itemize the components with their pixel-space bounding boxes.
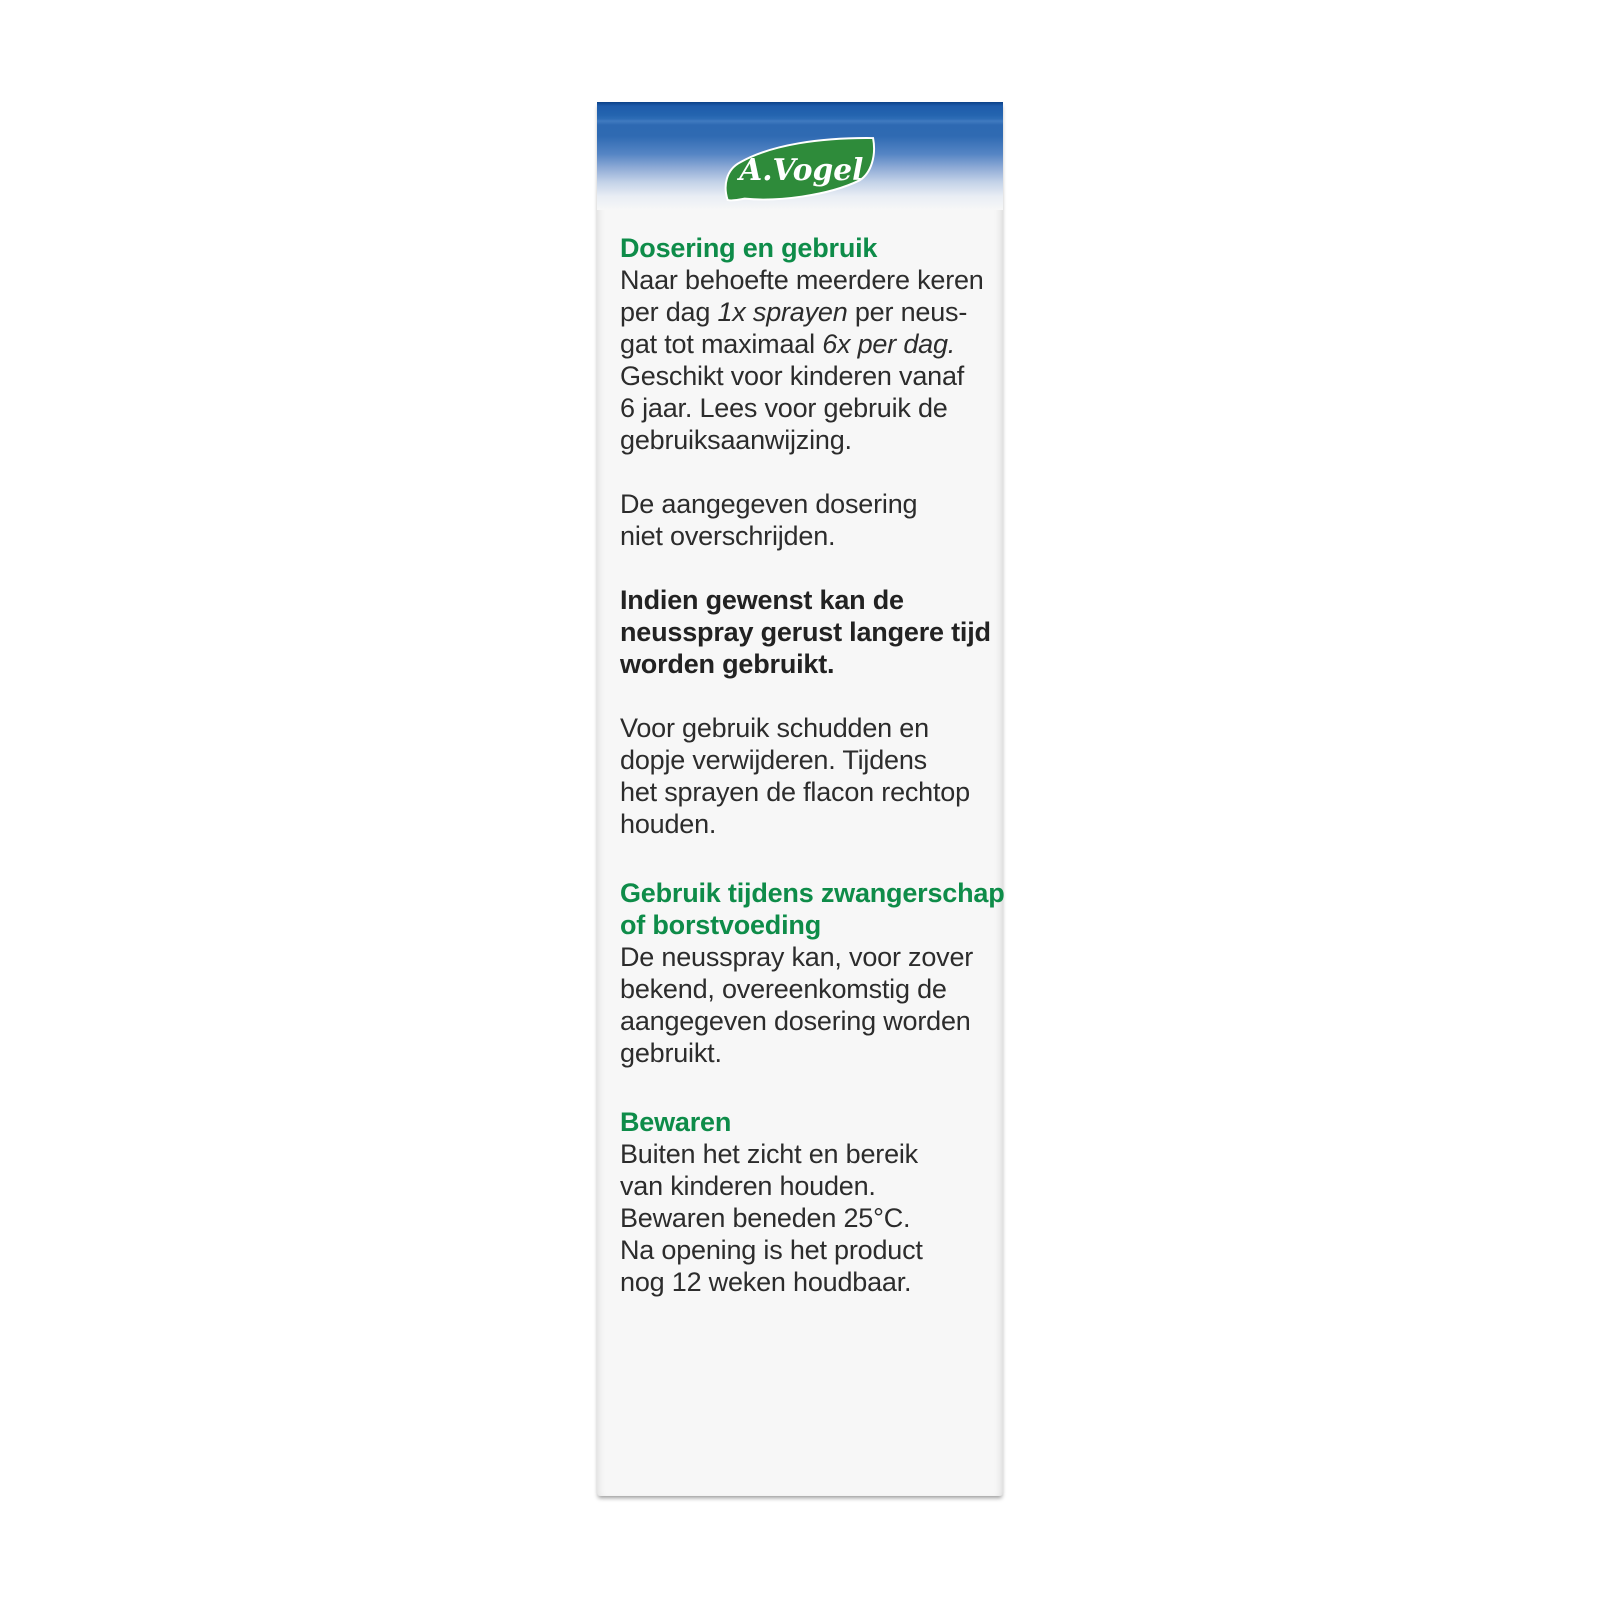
- section-paragraph: [620, 712, 987, 840]
- text-line: [620, 1202, 987, 1234]
- section-paragraph: [620, 941, 987, 1069]
- text-segment: Dosering en gebruik: [620, 233, 878, 263]
- text-segment: gebruiksaanwijzing.: [620, 425, 852, 455]
- text-line: [620, 1234, 987, 1266]
- text-line: [620, 392, 987, 424]
- text-segment: aangegeven dosering worden: [620, 1006, 971, 1036]
- text-line: [620, 776, 987, 808]
- text-line: [620, 1266, 987, 1298]
- text-line: [620, 1005, 987, 1037]
- text-line: [620, 909, 987, 941]
- text-segment: houden.: [620, 809, 717, 839]
- label-text: [620, 232, 1005, 1298]
- text-segment: of borstvoeding: [620, 910, 821, 940]
- text-segment: Bewaren beneden 25°C.: [620, 1203, 911, 1233]
- text-line: [620, 1106, 987, 1138]
- text-segment: dopje verwijderen. Tijdens: [620, 745, 927, 775]
- text-line: [620, 360, 987, 392]
- text-line: [620, 488, 987, 520]
- text-segment: gebruikt.: [620, 1038, 722, 1068]
- brand-logo: [721, 135, 879, 203]
- text-segment-italic: 1x sprayen: [717, 297, 848, 327]
- text-segment: Bewaren: [620, 1107, 732, 1137]
- text-line: [620, 584, 987, 616]
- section-heading: [620, 1106, 987, 1138]
- text-segment: Gebruik tijdens zwangerschap: [620, 878, 1005, 908]
- text-segment: het sprayen de flacon rechtop: [620, 777, 970, 807]
- text-segment: Naar behoefte meerdere keren: [620, 265, 984, 295]
- text-line: [620, 264, 987, 296]
- text-line: [620, 1170, 987, 1202]
- text-segment: bekend, overeenkomstig de: [620, 974, 947, 1004]
- text-line: [620, 808, 987, 840]
- text-line: [620, 296, 987, 328]
- text-segment: van kinderen houden.: [620, 1171, 876, 1201]
- text-segment: gat tot maximaal: [620, 329, 823, 359]
- text-segment: Geschikt voor kinderen vanaf: [620, 361, 965, 391]
- section-paragraph: [620, 584, 991, 680]
- text-segment: per neus-: [847, 297, 968, 327]
- section-paragraph: [620, 264, 987, 456]
- text-segment: Voor gebruik schudden en: [620, 713, 929, 743]
- section-paragraph: [620, 1138, 987, 1298]
- text-line: [620, 520, 987, 552]
- text-segment-italic: 6x per dag.: [822, 329, 956, 359]
- text-line: [620, 328, 987, 360]
- text-line: [620, 744, 987, 776]
- text-segment: 6 jaar. Lees voor gebruik de: [620, 393, 948, 423]
- text-line: [620, 232, 987, 264]
- brand-logo-text: A.Vogel: [739, 152, 864, 188]
- text-segment: Na opening is het product: [620, 1235, 923, 1265]
- section-paragraph: [620, 488, 987, 552]
- text-segment: niet overschrijden.: [620, 521, 836, 551]
- text-line: [620, 941, 987, 973]
- text-segment: Buiten het zicht en bereik: [620, 1139, 918, 1169]
- text-segment: nog 12 weken houdbaar.: [620, 1267, 912, 1297]
- text-line: [620, 1138, 987, 1170]
- text-segment: Indien gewenst kan de: [620, 585, 904, 615]
- section-heading: [620, 877, 1005, 941]
- text-line: [620, 877, 1005, 909]
- text-segment: worden gebruikt.: [620, 649, 835, 679]
- text-segment: neusspray gerust langere tijd: [620, 617, 991, 647]
- section-heading: [620, 232, 987, 264]
- text-line: [620, 712, 987, 744]
- text-segment: De neusspray kan, voor zover: [620, 942, 974, 972]
- text-line: [620, 973, 987, 1005]
- text-segment: per dag: [620, 297, 718, 327]
- text-segment: De aangegeven dosering: [620, 489, 918, 519]
- text-line: [620, 424, 987, 456]
- text-line: [620, 616, 991, 648]
- vogel-leaf-icon: [721, 135, 879, 203]
- text-line: [620, 648, 987, 680]
- text-line: [620, 1037, 987, 1069]
- package-side-panel: [597, 102, 1003, 1496]
